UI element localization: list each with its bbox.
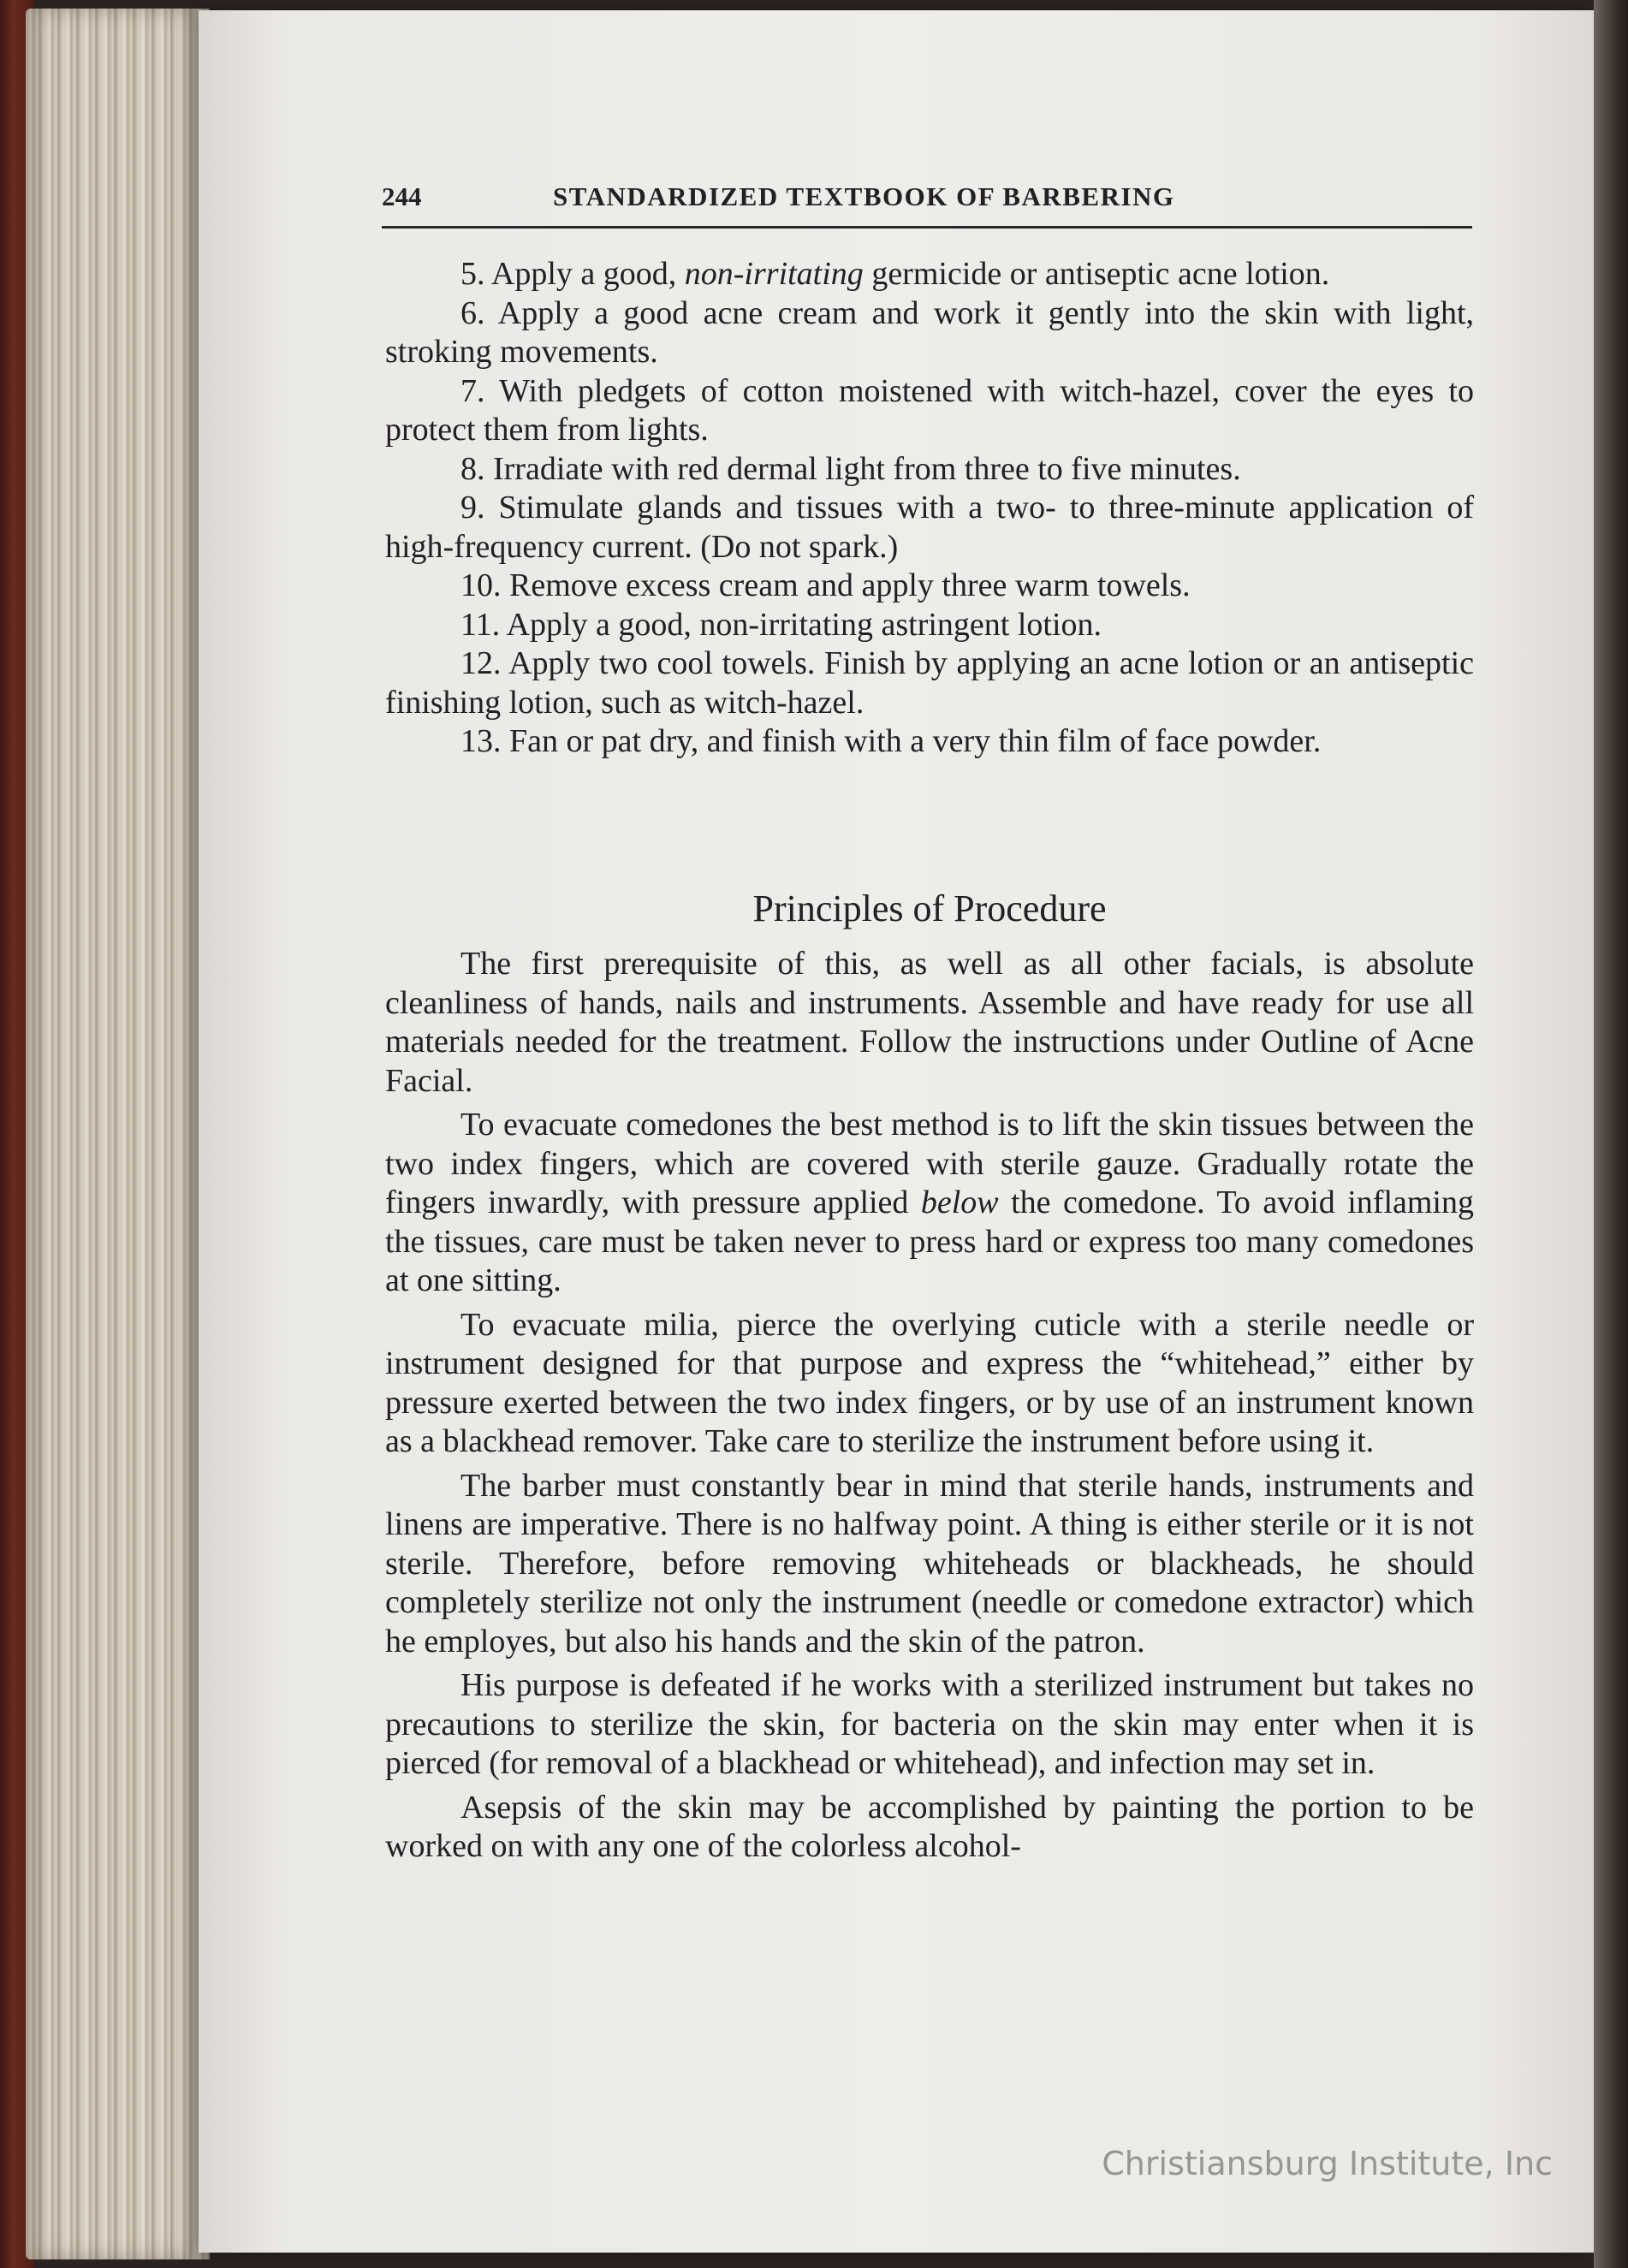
emphasis-text: below xyxy=(920,1184,999,1220)
running-title: STANDARDIZED TEXTBOOK OF BARBERING xyxy=(553,181,1175,211)
step-item: 7. With pledgets of cotton moistened with witch-hazel, cover the eyes to protect them from lights. xyxy=(385,372,1474,448)
step-number: 9. xyxy=(460,490,485,525)
step-number: 11. xyxy=(460,606,501,643)
page-right-shadow xyxy=(1594,0,1628,2268)
paragraph: The first prerequisite of this, as well as all other facials, is absolute cleanliness of hands, nails and instruments. Assemble and have ready for use all materials needed for the treatment. Follow the instructions under Outline of Acne Facial. xyxy=(385,946,1474,1099)
step-number: 8. xyxy=(460,450,485,487)
step-item: 5. Apply a good, non-irritating germicide or antiseptic acne lotion. xyxy=(460,256,1330,292)
step-item: 12. Apply two cool towels. Finish by applying an acne lotion or an antiseptic finishing lotion, such as witch-hazel. xyxy=(385,645,1474,721)
principles-body xyxy=(385,945,1474,1867)
step-number: 10. xyxy=(460,567,502,603)
step-item: 6. Apply a good acne cream and work it gently into the skin with light, stroking movements. xyxy=(385,294,1475,370)
running-header xyxy=(382,178,1472,229)
paragraph: His purpose is defeated if he works with a sterilized instrument but takes no precautions to sterilize the skin, for bacteria on the skin may enter when it is pierced (for removal of a blackhead or whitehead), and infection may set in. xyxy=(385,1667,1474,1781)
section-heading: Principles of Procedure xyxy=(752,888,1107,929)
watermark-text: Christiansburg Institute, Inc xyxy=(1102,2145,1553,2182)
page-number: 244 xyxy=(382,181,422,211)
stacked-page-edges xyxy=(26,9,210,2259)
paragraph: Asepsis of the skin may be accomplished by painting the portion to be worked on with any one of the colorless alcohol- xyxy=(385,1789,1474,1864)
step-number: 6. xyxy=(460,294,485,331)
emphasis-text: non-irritating xyxy=(684,256,864,292)
step-item: 8. Irradiate with red dermal light from three to five minutes. xyxy=(460,450,1241,487)
step-number: 5. xyxy=(460,256,485,292)
paragraph: To evacuate comedones the best method is to lift the skin tissues between the two index fingers, which are covered with sterile gauze. Gradually rotate the fingers inwardly, with pressure applied below the comedone. To avoid inflaming the tissues, care must be taken never to press hard or express too many comedones at one sitting. xyxy=(385,1107,1474,1298)
step-item: 11. Apply a good, non-irritating astringent lotion. xyxy=(460,606,1102,643)
step-item: 9. Stimulate glands and tissues with a two- to three-minute application of high-frequency current. (Do not spark.) xyxy=(385,490,1474,565)
step-number: 12. xyxy=(460,645,502,681)
numbered-steps xyxy=(385,255,1474,762)
step-number: 13. xyxy=(460,723,502,759)
step-item: 13. Fan or pat dry, and finish with a very thin film of face powder. xyxy=(460,723,1322,759)
step-number: 7. xyxy=(460,372,485,409)
step-item: 10. Remove excess cream and apply three warm towels. xyxy=(460,567,1191,603)
paragraph: The barber must constantly bear in mind that sterile hands, instruments and linens are imperative. There is no halfway point. A thing is either sterile or it is not sterile. Therefore, before removing whiteheads or blackheads, he should completely sterilize not only the instrument (needle or comedone extractor) which he employes, but also his hands and the skin of the patron. xyxy=(385,1467,1474,1659)
paragraph: To evacuate milia, pierce the overlying cuticle with a sterile needle or instrument designed for that purpose and express the “whitehead,” either by pressure exerted between the two index fingers, or by use of an instrument known as a blackhead remover. Take care to sterilize the instrument before using it. xyxy=(385,1306,1474,1459)
